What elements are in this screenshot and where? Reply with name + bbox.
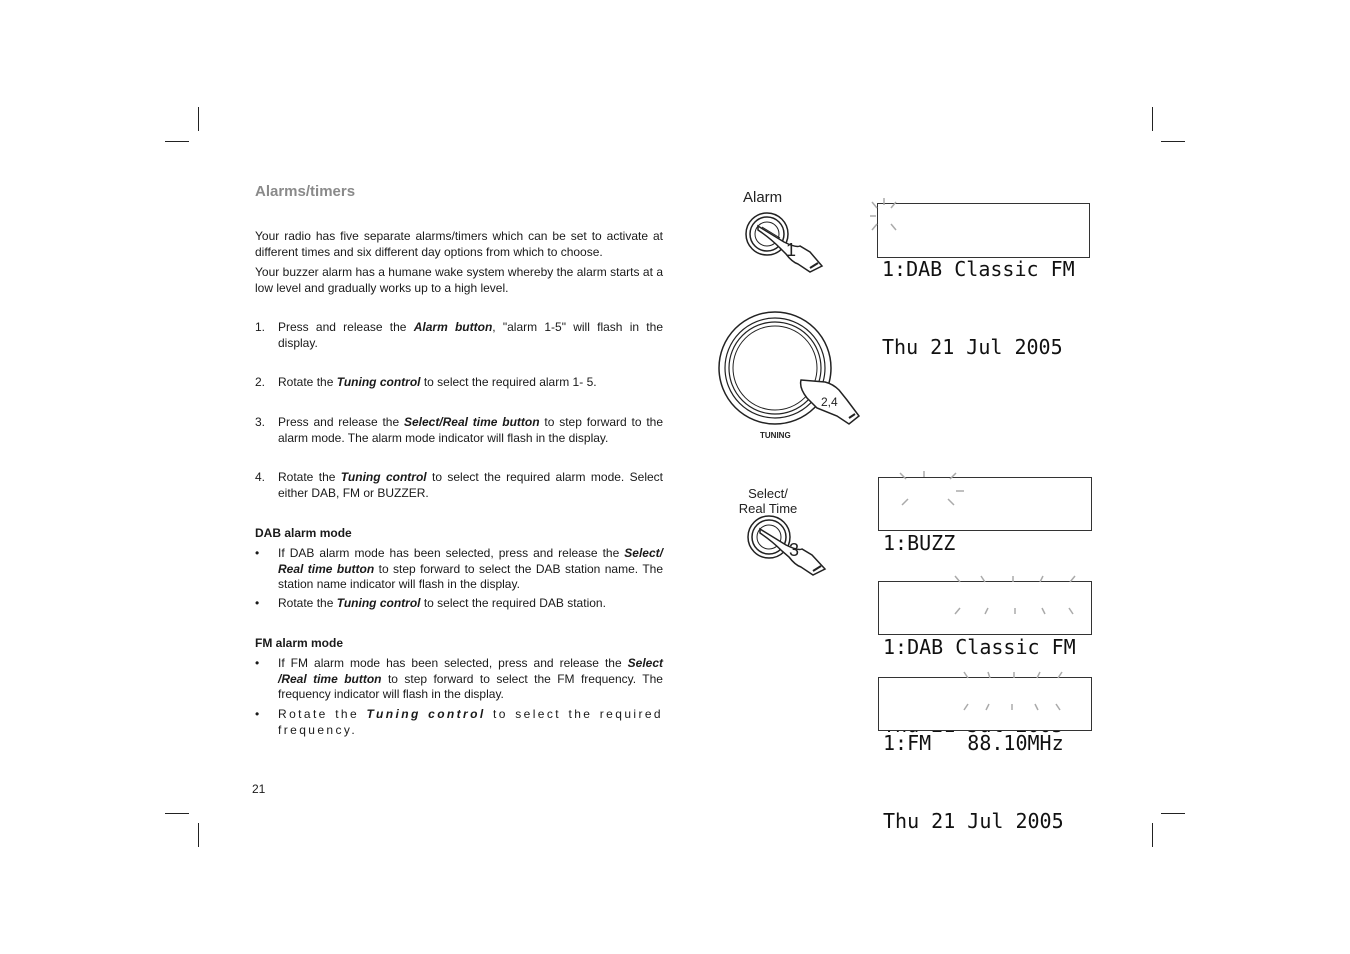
bullet-text: [278, 596, 663, 612]
step-marker: 1: [786, 240, 797, 260]
step-number: 1.: [255, 320, 266, 334]
lcd-line-2: Thu 21 Jul 2005: [883, 809, 1064, 833]
bullet-emphasis: Select /Real time button: [278, 656, 663, 686]
intro-paragraph: Your buzzer alarm has a humane wake system whereby the alarm starts at a low level and gradually works up to a high level.: [255, 265, 663, 295]
crop-mark: [1152, 107, 1153, 131]
bullet-text-part: to step forward to select the DAB station name. The station name indicator will flash in the display.: [278, 561, 663, 591]
flash-indicator-icon: [945, 574, 1085, 616]
bullet-text-part: to select the required frequency.: [278, 707, 663, 737]
select-label-line: Select/: [748, 486, 788, 501]
dab-mode-heading: DAB alarm mode: [255, 526, 352, 540]
flash-indicator-icon: [890, 469, 970, 509]
step-text: [278, 375, 663, 391]
step-text: [278, 415, 663, 446]
intro-paragraph: Your radio has five separate alarms/timers which can be set to activate at different times and six different day options from which to choose.: [255, 229, 663, 259]
page-number: 21: [252, 782, 266, 796]
fm-mode-heading: FM alarm mode: [255, 636, 344, 650]
step-text-part: Press and release the: [278, 320, 414, 334]
step-emphasis: Tuning control: [340, 470, 427, 484]
tuning-knob-icon: [715, 308, 865, 430]
bullet-dot: •: [255, 546, 260, 560]
step-number: 3.: [255, 415, 266, 429]
alarm-label: Alarm: [743, 189, 783, 206]
step-marker: 3: [789, 540, 800, 560]
lcd-display: [877, 203, 1090, 359]
lcd-line-2: Thu 21 Jul 2005: [882, 335, 1063, 359]
bullet-emphasis: Tuning control: [336, 596, 421, 610]
bullet-text-part: If DAB alarm mode has been selected, press and release the: [278, 546, 625, 560]
step-emphasis: Alarm button: [413, 320, 493, 334]
bullet-dot: •: [255, 596, 260, 610]
lcd-line-1: 1:BUZZ: [883, 531, 956, 555]
flash-indicator-icon: [950, 670, 1070, 712]
step-text-part: Rotate the: [278, 470, 341, 484]
lcd-line-1: 1:FM 88.10MHz: [883, 731, 1064, 755]
bullet-text-part: to select the required DAB station.: [420, 596, 606, 610]
bullet-text: [278, 707, 663, 738]
select-label: [735, 486, 801, 516]
step-text: [278, 320, 663, 351]
step-text-part: to step forward to the alarm mode. The alarm mode indicator will flash in the display.: [278, 415, 663, 445]
tuning-label: TUNING: [760, 431, 791, 440]
step-text-part: , "alarm 1-5" will flash in the display.: [278, 320, 663, 350]
bullet-emphasis: Tuning control: [366, 707, 486, 721]
crop-mark: [1152, 823, 1153, 847]
crop-mark: [1161, 813, 1185, 814]
step-text-part: to select the required alarm 1- 5.: [420, 375, 597, 389]
step-text-part: to select the required alarm mode. Select either DAB, FM or BUZZER.: [278, 470, 663, 500]
crop-mark: [165, 813, 189, 814]
step-emphasis: Tuning control: [336, 375, 421, 389]
bullet-dot: •: [255, 707, 260, 721]
flash-indicator-icon: [868, 196, 904, 236]
bullet-text-part: Rotate the: [278, 707, 367, 721]
bullet-text-part: Rotate the: [278, 596, 337, 610]
bullet-emphasis: Select/ Real time button: [278, 546, 663, 576]
select-label-line: Real Time: [738, 501, 798, 516]
lcd-line-1: 1:DAB Classic FM: [883, 635, 1076, 659]
step-text-part: Rotate the: [278, 375, 337, 389]
step-text-part: Press and release the: [278, 415, 404, 429]
lcd-line-1: 1:DAB Classic FM: [882, 257, 1075, 281]
bullet-text: [278, 546, 663, 593]
step-number: 4.: [255, 470, 266, 484]
bullet-dot: •: [255, 656, 260, 670]
bullet-text: [278, 656, 663, 703]
step-emphasis: Select/Real time button: [403, 415, 540, 429]
step-number: 2.: [255, 375, 266, 389]
bullet-text-part: to step forward to select the FM frequency. The frequency indicator will flash in the display.: [278, 671, 663, 701]
bullet-text-part: If FM alarm mode has been selected, press and release the: [278, 656, 628, 670]
crop-mark: [198, 823, 199, 847]
step-text: [278, 470, 663, 501]
crop-mark: [198, 107, 199, 131]
step-marker: 2,4: [821, 395, 838, 409]
crop-mark: [1161, 141, 1185, 142]
page-title: Alarms/timers: [255, 183, 356, 200]
alarm-button-icon: [740, 208, 830, 278]
crop-mark: [165, 141, 189, 142]
